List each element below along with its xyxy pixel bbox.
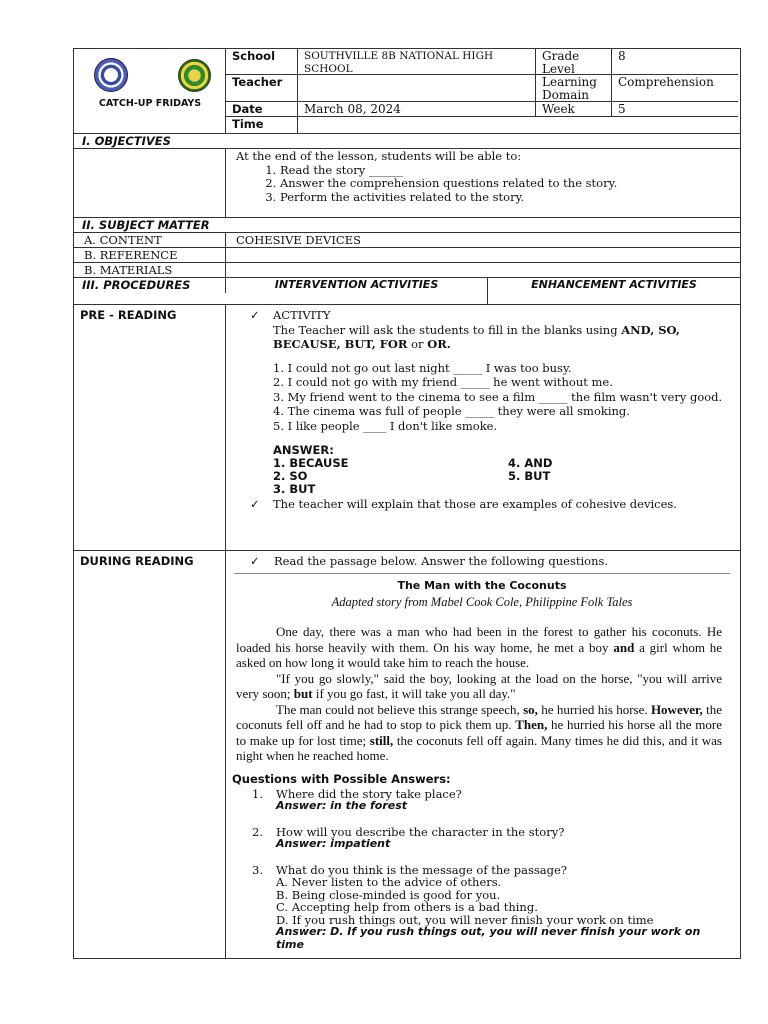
blank-item: 4. The cinema was full of people _____ they were all smoking.: [273, 404, 630, 418]
date-label: Date: [226, 102, 298, 117]
teacher-value: [298, 75, 536, 102]
answer-key: [250, 444, 732, 496]
teacher-explain: The teacher will explain that those are examples of cohesive devices.: [273, 497, 677, 511]
domain-value: Comprehension: [612, 75, 738, 102]
blank-item: 2. I could not go with my friend _____ he went without me.: [273, 375, 613, 389]
answer-item: 3. BUT: [273, 482, 316, 496]
content-row: [74, 233, 740, 248]
pre-reading-body: [226, 305, 740, 550]
checkmark-icon: ✓: [250, 554, 260, 568]
pre-reading-label: PRE - READING: [74, 305, 226, 550]
questions-title: Questions with Possible Answers:: [232, 771, 451, 786]
objective-item: 3. Perform the activities related to the story.: [280, 191, 730, 205]
checkmark-icon: ✓: [250, 497, 260, 511]
time-value: [298, 117, 738, 133]
blank-item: 3. My friend went to the cinema to see a film _____ the film wasn't very good.: [273, 389, 723, 404]
checkmark-icon: ✓: [250, 308, 260, 322]
objectives-list: [280, 164, 730, 205]
materials-row: [74, 263, 740, 278]
intervention-header: INTERVENTION ACTIVITIES: [226, 278, 488, 304]
divider: [234, 573, 730, 574]
activity-label: ACTIVITY: [273, 308, 331, 322]
question-answer: Answer: in the forest: [276, 799, 408, 812]
answer-item: 1. BECAUSE: [273, 456, 349, 470]
objective-item: 1. Read the story ______: [280, 164, 730, 178]
answer-item: 2. SO: [273, 469, 308, 483]
question-option: C. Accepting help from others is a bad thing.: [276, 900, 538, 914]
content-label: A. CONTENT: [74, 233, 226, 247]
fill-in-blanks-list: [250, 361, 732, 434]
answer-item: 4. AND: [508, 456, 553, 470]
school-value: SOUTHVILLE 8B NATIONAL HIGH SCHOOL: [298, 49, 536, 75]
deped-seal-icon: [94, 58, 128, 92]
question-option: D. If you rush things out, you will never finish your work on time: [276, 912, 654, 927]
blank-item: 1. I could not go out last night _____ I was too busy.: [273, 360, 572, 375]
activity-instruction: The Teacher will ask the students to fill in the blanks using AND, SO, BECAUSE, BUT, FOR or OR.: [273, 322, 680, 351]
reading-instruction: Read the passage below. Answer the following questions.: [274, 554, 609, 568]
story-passage: One day, there was a man who had been in the forest to gather his coconuts. He loaded his horse heavily with them. On his way home, he met a boy and a girl whom he asked on how long it would take him to reach the house. "If you go slowly," said the boy, looking at the load on the horse, "you will arrive very soon; but if you go fast, it will take you all day." The man could not believe this strange speech, so, he hurried his horse. However, the coconuts fell off and he had to stop to pick them up. Then, he hurried his horse all the more to make up for lost time; still, the coconuts fell off again. Many times he did this, and it was night when he reached home.: [236, 624, 723, 763]
subject-matter-title: II. SUBJECT MATTER: [74, 218, 740, 233]
questions-list: [232, 788, 732, 952]
during-reading-row: [74, 551, 740, 958]
pre-reading-row: [74, 305, 740, 551]
question-item: 1. Where did the story take place? Answer: in the forest: [252, 788, 732, 813]
during-reading-label: DURING READING: [74, 551, 226, 958]
question-option: A. Never listen to the advice of others.: [276, 875, 502, 889]
materials-label: B. MATERIALS: [74, 263, 226, 277]
objectives-title: I. OBJECTIVES: [74, 134, 740, 149]
date-value: March 08, 2024: [298, 102, 536, 117]
teacher-label: Teacher: [226, 75, 298, 102]
answer-label: ANSWER:: [273, 443, 334, 457]
content-value: COHESIVE DEVICES: [236, 233, 361, 247]
story-subtitle: Adapted story from Mabel Cook Cole, Philippine Folk Tales: [331, 595, 633, 609]
question-item: 2. How will you describe the character in the story? Answer: impatient: [252, 826, 732, 851]
blank-item: 5. I like people ____ I don't like smoke.: [273, 418, 498, 433]
school-logo-icon: [178, 59, 211, 92]
brand-title: CATCH-UP FRIDAYS: [98, 98, 202, 109]
answer-item: 5. BUT: [508, 469, 551, 483]
objective-item: 2. Answer the comprehension questions related to the story.: [280, 177, 730, 191]
question-option: B. Being close-minded is good for you.: [276, 887, 501, 902]
week-label: Week: [536, 102, 612, 117]
procedures-title: III. PROCEDURES: [74, 278, 226, 293]
domain-label: Learning Domain: [536, 75, 612, 102]
story-title: The Man with the Coconuts: [397, 579, 567, 592]
lesson-plan: [73, 48, 741, 959]
logo-area: [74, 49, 226, 133]
grade-label: Grade Level: [536, 49, 612, 75]
reference-label: B. REFERENCE: [74, 248, 226, 262]
school-label: School: [226, 49, 298, 75]
question-answer: Answer: impatient: [276, 837, 391, 850]
objectives-row: [74, 149, 740, 218]
during-reading-body: [226, 551, 740, 958]
reference-row: [74, 248, 740, 263]
question-item: 3. What do you think is the message of the passage? A. Never listen to the advice of others. B. Being close-minded is good for you. C. Accepting help from others is a bad thing. D. If you rush things out, you will never finish your work on time Answer: D. If you rush things out, you will never finish your work on time: [252, 864, 732, 952]
objectives-intro: At the end of the lesson, students will be able to:: [236, 149, 522, 163]
header-table: [74, 49, 740, 134]
objectives-body: [226, 149, 740, 217]
procedures-header: [74, 278, 740, 305]
grade-value: 8: [612, 49, 738, 75]
week-value: 5: [612, 102, 738, 117]
question-answer: Answer: D. If you rush things out, you will never finish your work on time: [276, 925, 701, 951]
enhancement-header: ENHANCEMENT ACTIVITIES: [531, 278, 697, 291]
time-label: Time: [226, 117, 298, 133]
